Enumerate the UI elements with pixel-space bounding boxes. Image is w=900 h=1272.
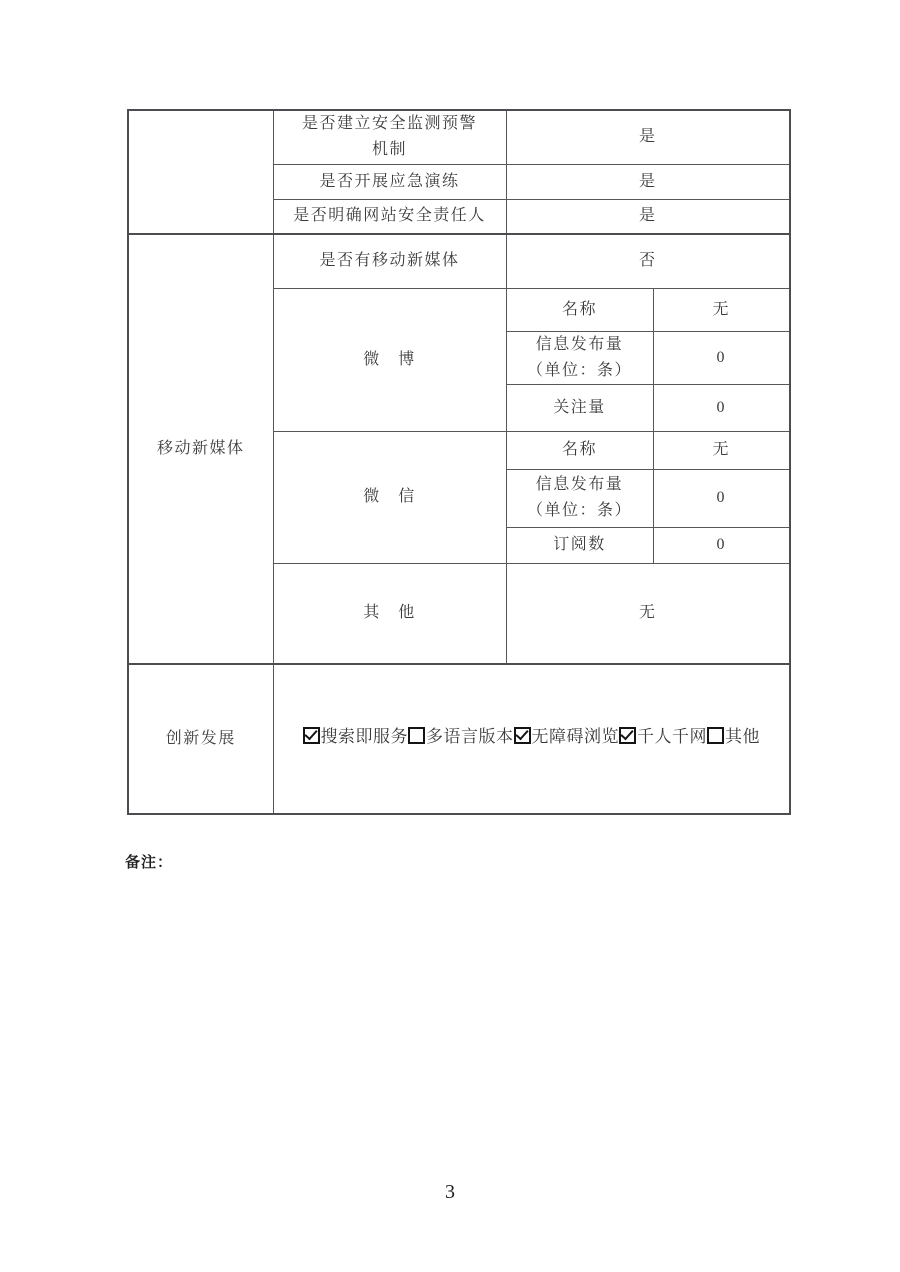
wechat-publish-value: 0 bbox=[653, 469, 790, 527]
wechat-subscribers-value: 0 bbox=[653, 527, 790, 563]
security-responsible-value: 是 bbox=[506, 199, 790, 234]
innovation-option bbox=[303, 724, 409, 755]
wechat-cell: 微 信 bbox=[273, 431, 506, 563]
innovation-option-label: 搜索即服务 bbox=[320, 726, 408, 746]
has-mobile-media-label: 是否有移动新媒体 bbox=[273, 234, 506, 288]
innovation-options bbox=[274, 724, 790, 755]
category-cell-empty bbox=[128, 110, 273, 234]
innovation-option-label: 千人千网 bbox=[637, 726, 707, 746]
innovation-option-label: 其他 bbox=[725, 726, 760, 746]
checked-checkbox-icon bbox=[303, 727, 320, 744]
table-row bbox=[128, 110, 790, 164]
has-mobile-media-value: 否 bbox=[506, 234, 790, 288]
security-monitor-value: 是 bbox=[506, 110, 790, 164]
security-responsible-label: 是否明确网站安全责任人 bbox=[273, 199, 506, 234]
table-row bbox=[128, 234, 790, 288]
wechat-name-value: 无 bbox=[653, 431, 790, 469]
weibo-publish-value: 0 bbox=[653, 331, 790, 384]
weibo-name-value: 无 bbox=[653, 288, 790, 331]
emergency-drill-label: 是否开展应急演练 bbox=[273, 164, 506, 199]
remark-label: 备注： bbox=[125, 855, 174, 871]
checked-checkbox-icon bbox=[619, 727, 636, 744]
category-cell-mobile-media: 移动新媒体 bbox=[128, 234, 273, 664]
innovation-option bbox=[514, 724, 620, 755]
wechat-subscribers-label: 订阅数 bbox=[506, 527, 653, 563]
weibo-followers-label: 关注量 bbox=[506, 384, 653, 431]
innovation-option bbox=[707, 724, 760, 755]
unchecked-checkbox-icon bbox=[707, 727, 724, 744]
weibo-publish-label: 信息发布量 （单位：条） bbox=[506, 331, 653, 384]
innovation-option-label: 多语言版本 bbox=[426, 726, 514, 746]
unchecked-checkbox-icon bbox=[408, 727, 425, 744]
innovation-options-cell bbox=[273, 664, 790, 814]
page-number: 3 bbox=[445, 1181, 455, 1203]
innovation-option bbox=[408, 724, 514, 755]
category-cell-innovation: 创新发展 bbox=[128, 664, 273, 814]
table-row bbox=[128, 664, 790, 814]
weibo-name-label: 名称 bbox=[506, 288, 653, 331]
annual-report-table bbox=[127, 109, 791, 815]
other-media-value: 无 bbox=[506, 563, 790, 664]
innovation-option bbox=[619, 724, 707, 755]
wechat-publish-label: 信息发布量 （单位：条） bbox=[506, 469, 653, 527]
other-media-label: 其 他 bbox=[273, 563, 506, 664]
innovation-option-label: 无障碍浏览 bbox=[531, 726, 619, 746]
security-monitor-label: 是否建立安全监测预警 机制 bbox=[273, 110, 506, 164]
checked-checkbox-icon bbox=[514, 727, 531, 744]
wechat-name-label: 名称 bbox=[506, 431, 653, 469]
emergency-drill-value: 是 bbox=[506, 164, 790, 199]
weibo-cell: 微 博 bbox=[273, 288, 506, 431]
weibo-followers-value: 0 bbox=[653, 384, 790, 431]
